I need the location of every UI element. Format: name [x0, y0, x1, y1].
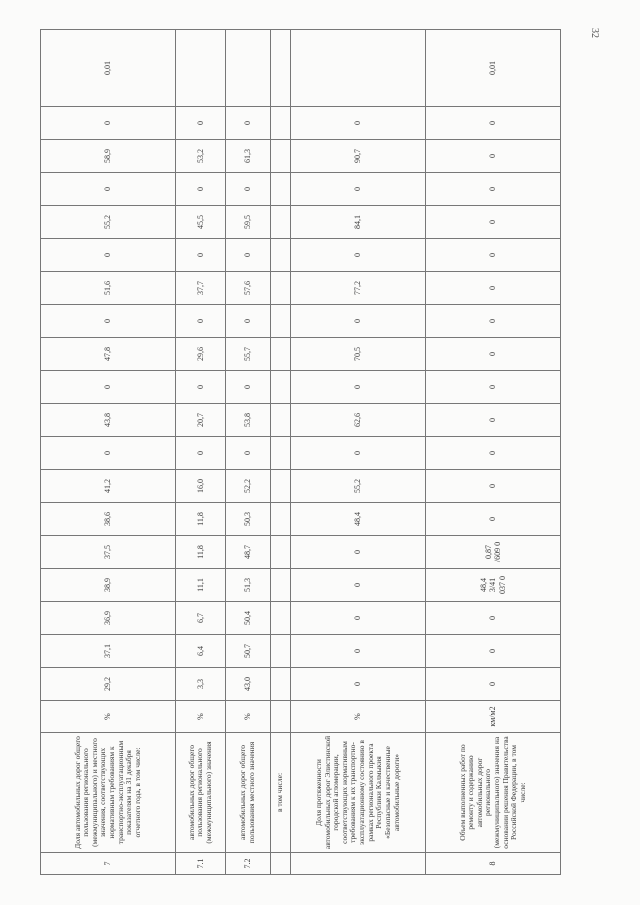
value-cell: 59,5: [226, 206, 271, 239]
value-cell: 0: [41, 173, 176, 206]
value-cell: 43,0: [226, 668, 271, 701]
value-cell: 55,2: [291, 470, 426, 503]
indicator-table: [40, 29, 561, 875]
value-cell: 0: [41, 437, 176, 470]
value-cell: 11,8: [176, 536, 226, 569]
value-cell: 0: [226, 239, 271, 272]
value-cell: 38,6: [41, 503, 176, 536]
value-cell: 61,3: [226, 140, 271, 173]
value-cell: [271, 602, 291, 635]
value-cell: 77,2: [291, 272, 426, 305]
value-cell: 37,7: [176, 272, 226, 305]
value-cell: [271, 338, 291, 371]
value-cell: 48,7: [226, 536, 271, 569]
indicator-table-wrapper: [40, 30, 560, 875]
unit-cell: %: [226, 701, 271, 733]
value-cell: 0: [426, 206, 561, 239]
indicator-name-cell: автомобильных дорог общего пользования местного значения: [226, 733, 271, 853]
value-cell: 37,1: [41, 635, 176, 668]
value-cell: 36,9: [41, 602, 176, 635]
value-cell: 0: [176, 437, 226, 470]
value-cell: 0: [41, 107, 176, 140]
table-row: [271, 30, 291, 875]
value-cell: 0: [41, 239, 176, 272]
value-cell: 50,4: [226, 602, 271, 635]
value-cell: [271, 437, 291, 470]
last-value-cell: 0,01: [426, 30, 561, 107]
value-cell: [271, 635, 291, 668]
value-cell: 90,7: [291, 140, 426, 173]
value-cell: 0: [226, 107, 271, 140]
table-row: [291, 30, 426, 875]
value-cell: 52,2: [226, 470, 271, 503]
unit-cell: %: [291, 701, 426, 733]
value-cell: 0: [41, 371, 176, 404]
value-cell: 20,7: [176, 404, 226, 437]
value-cell: [271, 668, 291, 701]
value-cell: [271, 173, 291, 206]
value-cell: 11,1: [176, 569, 226, 602]
value-cell: 0: [226, 173, 271, 206]
value-cell: 0: [291, 371, 426, 404]
value-cell: 0: [426, 338, 561, 371]
row-number-cell: 8: [426, 853, 561, 875]
value-cell: 0: [291, 173, 426, 206]
value-cell: 0: [426, 272, 561, 305]
value-cell: 58,9: [41, 140, 176, 173]
value-cell: 0: [41, 305, 176, 338]
last-value-cell: [271, 30, 291, 107]
value-cell: 0,87 /609 0: [426, 536, 561, 569]
indicator-name-cell: в том числе:: [271, 733, 291, 853]
row-number-cell: [291, 853, 426, 875]
table-row: [426, 30, 561, 875]
value-cell: 51,3: [226, 569, 271, 602]
last-value-cell: [176, 30, 226, 107]
value-cell: 53,2: [176, 140, 226, 173]
value-cell: 0: [426, 107, 561, 140]
value-cell: 0: [291, 668, 426, 701]
value-cell: 0: [426, 305, 561, 338]
value-cell: 0: [426, 470, 561, 503]
value-cell: 0: [426, 602, 561, 635]
value-cell: 0: [426, 239, 561, 272]
value-cell: 43,8: [41, 404, 176, 437]
row-number-cell: 7: [41, 853, 176, 875]
value-cell: [271, 503, 291, 536]
value-cell: 0: [291, 569, 426, 602]
value-cell: 50,3: [226, 503, 271, 536]
value-cell: 0: [176, 239, 226, 272]
value-cell: [271, 239, 291, 272]
value-cell: 6,4: [176, 635, 226, 668]
unit-cell: км/м2: [426, 701, 561, 733]
value-cell: 0: [291, 239, 426, 272]
value-cell: 0: [176, 107, 226, 140]
value-cell: [271, 404, 291, 437]
value-cell: [271, 140, 291, 173]
value-cell: 0: [176, 305, 226, 338]
page-number: 32: [589, 28, 600, 38]
value-cell: [271, 536, 291, 569]
value-cell: 0: [226, 305, 271, 338]
value-cell: [271, 272, 291, 305]
value-cell: 47,8: [41, 338, 176, 371]
value-cell: [271, 371, 291, 404]
value-cell: [271, 206, 291, 239]
last-value-cell: [291, 30, 426, 107]
value-cell: 38,9: [41, 569, 176, 602]
last-value-cell: [226, 30, 271, 107]
table-body: [41, 30, 561, 875]
value-cell: 0: [426, 371, 561, 404]
value-cell: 41,2: [41, 470, 176, 503]
value-cell: 84,1: [291, 206, 426, 239]
value-cell: 55,7: [226, 338, 271, 371]
value-cell: 62,6: [291, 404, 426, 437]
value-cell: [271, 107, 291, 140]
value-cell: 0: [426, 173, 561, 206]
value-cell: 50,7: [226, 635, 271, 668]
value-cell: [271, 305, 291, 338]
value-cell: 0: [291, 437, 426, 470]
value-cell: 3,3: [176, 668, 226, 701]
value-cell: 48,4 3/41 037 0: [426, 569, 561, 602]
row-number-cell: 7.1: [176, 853, 226, 875]
indicator-name-cell: автомобильных дорог общего пользования регионального (межмуниципального) значения: [176, 733, 226, 853]
unit-cell: [271, 701, 291, 733]
value-cell: 0: [291, 305, 426, 338]
indicator-name-cell: Доля протяженности автомобильных дорог Элистинской городской агломерации, соответствующих нормативным требованиям к их транспортно-эксплуатационному состоянию в рамках регионального проекта Республики Калмыкия «Безопасные и качественные автомобильные дороги»: [291, 733, 426, 853]
value-cell: 57,6: [226, 272, 271, 305]
value-cell: 0: [426, 668, 561, 701]
indicator-name-cell: Доля автомобильных дорог общего пользования регионального (межмуниципального) и местного значения, соответствующих нормативным требованиям к транспортно-эксплуатационным показателям на 31 декабря отчетного года, в том числе:: [41, 733, 176, 853]
value-cell: 11,8: [176, 503, 226, 536]
value-cell: 29,6: [176, 338, 226, 371]
value-cell: 0: [291, 602, 426, 635]
value-cell: 53,8: [226, 404, 271, 437]
table-row: [41, 30, 176, 875]
value-cell: 0: [426, 437, 561, 470]
value-cell: 0: [426, 503, 561, 536]
value-cell: 0: [291, 635, 426, 668]
value-cell: 0: [176, 371, 226, 404]
value-cell: 16,0: [176, 470, 226, 503]
table-row: [226, 30, 271, 875]
value-cell: [271, 470, 291, 503]
value-cell: 0: [426, 635, 561, 668]
value-cell: 6,7: [176, 602, 226, 635]
row-number-cell: [271, 853, 291, 875]
value-cell: 0: [226, 437, 271, 470]
value-cell: 48,4: [291, 503, 426, 536]
value-cell: 0: [176, 173, 226, 206]
row-number-cell: 7.2: [226, 853, 271, 875]
value-cell: 37,5: [41, 536, 176, 569]
value-cell: 51,6: [41, 272, 176, 305]
value-cell: 29,2: [41, 668, 176, 701]
value-cell: [271, 569, 291, 602]
value-cell: 70,5: [291, 338, 426, 371]
value-cell: 45,5: [176, 206, 226, 239]
value-cell: 0: [291, 107, 426, 140]
value-cell: 0: [226, 371, 271, 404]
value-cell: 0: [426, 140, 561, 173]
table-row: [176, 30, 226, 875]
unit-cell: %: [176, 701, 226, 733]
value-cell: 0: [426, 404, 561, 437]
last-value-cell: 0,01: [41, 30, 176, 107]
indicator-name-cell: Объем выполненных работ по ремонту и содержанию автомобильных дорог регионального (межмуниципального) значения на основании решения Правительства Российской Федерации, в том числе:: [426, 733, 561, 853]
value-cell: 0: [291, 536, 426, 569]
value-cell: 55,2: [41, 206, 176, 239]
unit-cell: %: [41, 701, 176, 733]
